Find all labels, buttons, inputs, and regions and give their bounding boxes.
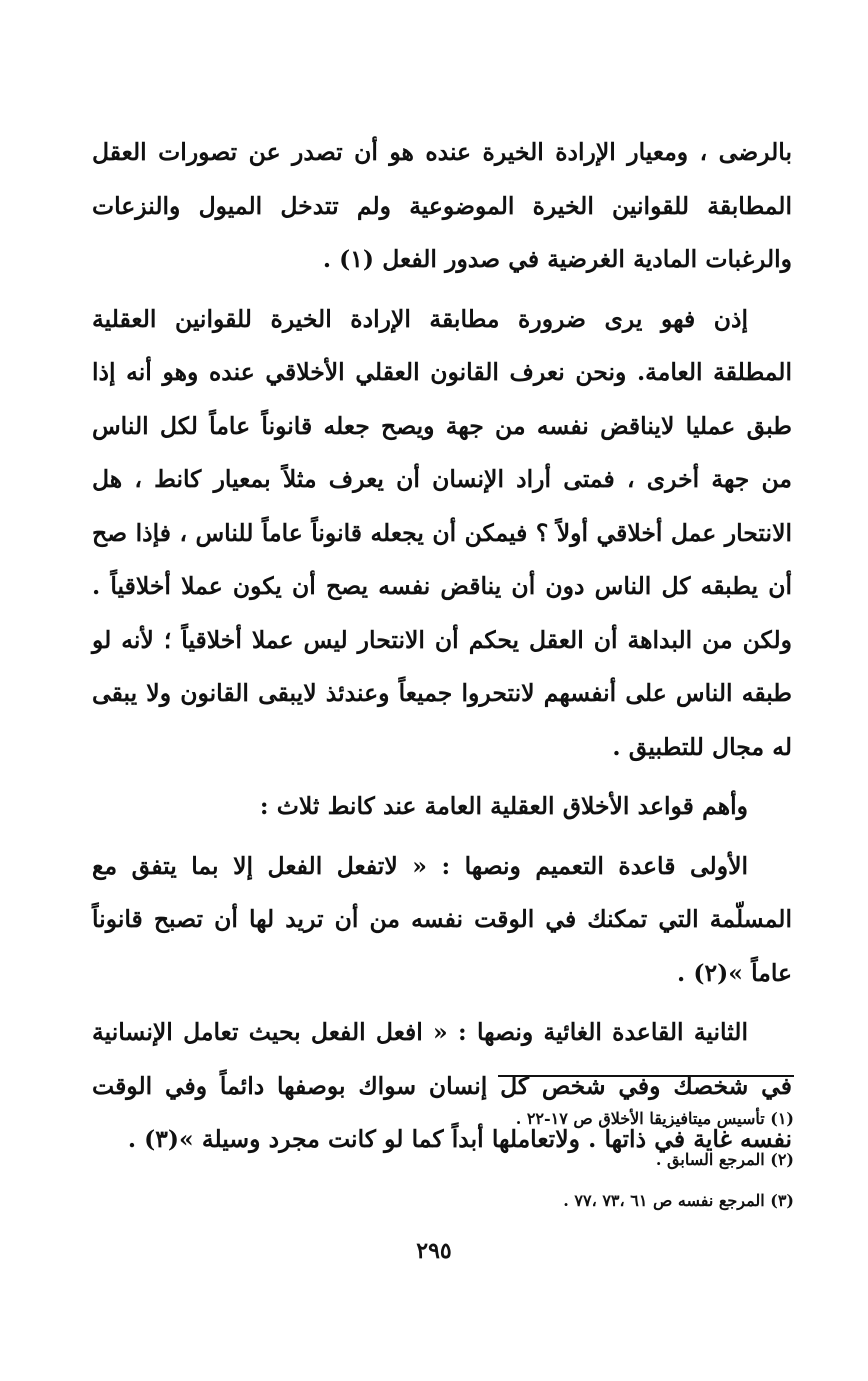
paragraph-4: الأولى قاعدة التعميم ونصها : « لاتفعل الفعل إلا بما يتفق مع المسلّمة التي تمكنك في الوقت نفسه من أن تريد لها أن تصبح قانوناً عاماً »(٢) .: [92, 851, 792, 987]
footnote-2: (٢) المرجع السابق .: [655, 1150, 794, 1169]
footnote-divider: [498, 1075, 794, 1077]
footnotes: [300, 1098, 794, 1221]
paragraph-3: وأهم قواعد الأخلاق العقلية العامة عند كانط ثلاث :: [259, 792, 748, 820]
paragraph-1: بالرضى ، ومعيار الإرادة الخيرة عنده هو أن تصدر عن تصورات العقل المطابقة للقوانين الخيرة الموضوعية ولم تتدخل الميول والنزعات والرغبات المادية الغرضية في صدور الفعل (١) .: [92, 138, 792, 273]
paragraph-5: الثانية القاعدة الغائية ونصها : « افعل الفعل بحيث تعامل الإنسانية في شخصك وفي شخص كل إنسان سواك بوصفها دائماً وفي الوقت نفسه غاية في ذاتها . ولاتعاملها أبداً كما لو كانت مجرد وسيلة »(٣) .: [92, 1018, 792, 1153]
page-number: ٢٩٥: [416, 1238, 452, 1264]
main-text: [92, 126, 792, 1167]
footnote-1: (١) تأسيس ميتافيزيقا الأخلاق ص ١٧-٢٢ .: [515, 1109, 794, 1128]
footnote-3: (٣) المرجع نفسه ص ٦١ ،٧٣ ،٧٧ .: [563, 1191, 794, 1210]
paragraph-2: إذن فهو يرى ضرورة مطابقة الإرادة الخيرة للقوانين العقلية المطلقة العامة. ونحن نعرف القانون العقلي الأخلاقي عنده وهو أنه إذا طبق عمليا لايناقض نفسه من جهة ويصح جعله قانوناً عاماً لكل الناس من جهة أخرى ، فمتى أراد الإنسان أن يعرف مثلاً بمعيار كانط ، هل الانتحار عمل أخلاقي أولاً ؟ فيمكن أن يجعله قانوناً عاماً للناس ، فإذا صح أن يطبقه كل الناس دون أن يناقض نفسه يصح أن يكون عملا أخلاقياً . ولكن من البداهة أن العقل يحكم أن الانتحار ليس عملا أخلاقياً ؛ لأنه لو طبقه الناس على أنفسهم لانتحروا جميعاً وعندئذ لايبقى القانون ولا يبقى له مجال للتطبيق .: [92, 304, 792, 761]
